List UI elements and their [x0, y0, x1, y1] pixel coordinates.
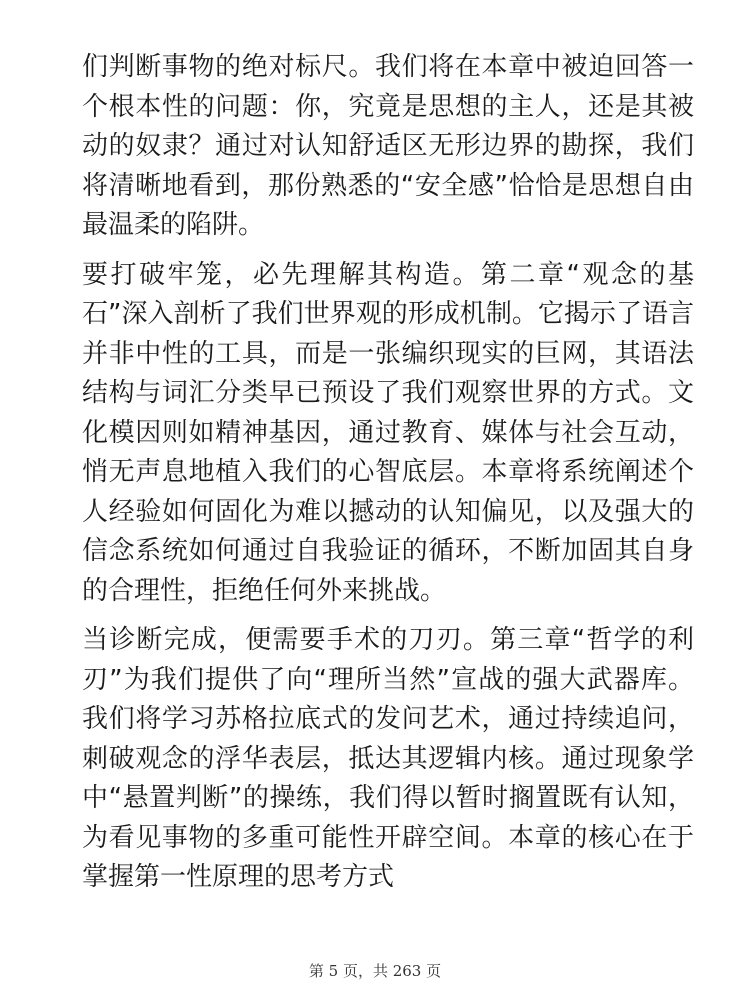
paragraph-1: 们判断事物的绝对标尺。我们将在本章中被迫回答一个根本性的问题：你，究竟是思想的主人，还是其被动的奴隶？通过对认知舒适区无形边界的勘探，我们将清晰地看到，那份熟悉的“安全感”恰恰是思想自由最温柔的陷阱。 [82, 52, 694, 240]
page-body [82, 48, 694, 898]
paragraph-3: 当诊断完成，便需要手术的刀刃。第三章“哲学的利刃”为我们提供了向“理所当然”宣战的强大武器库。我们将学习苏格拉底式的发问艺术，通过持续追问，刺破观念的浮华表层，抵达其逻辑内核。通过现象学中“悬置判断”的操练，我们得以暂时搁置既有认知，为看见事物的多重可能性开辟空间。本章的核心在于掌握第一性原理的思考方式 [82, 625, 694, 892]
page-footer: 第 5 页，共 263 页 [308, 962, 442, 980]
paragraph-2: 要打破牢笼，必先理解其构造。第二章“观念的基石”深入剖析了我们世界观的形成机制。它揭示了语言并非中性的工具，而是一张编织现实的巨网，其语法结构与词汇分类早已预设了我们观察世界的方式。文化模因则如精神基因，通过教育、媒体与社会互动，悄无声息地植入我们的心智底层。本章将系统阐述个人经验如何固化为难以撼动的认知偏见，以及强大的信念系统如何通过自我验证的循环，不断加固其自身的合理性，拒绝任何外来挑战。 [82, 259, 694, 606]
